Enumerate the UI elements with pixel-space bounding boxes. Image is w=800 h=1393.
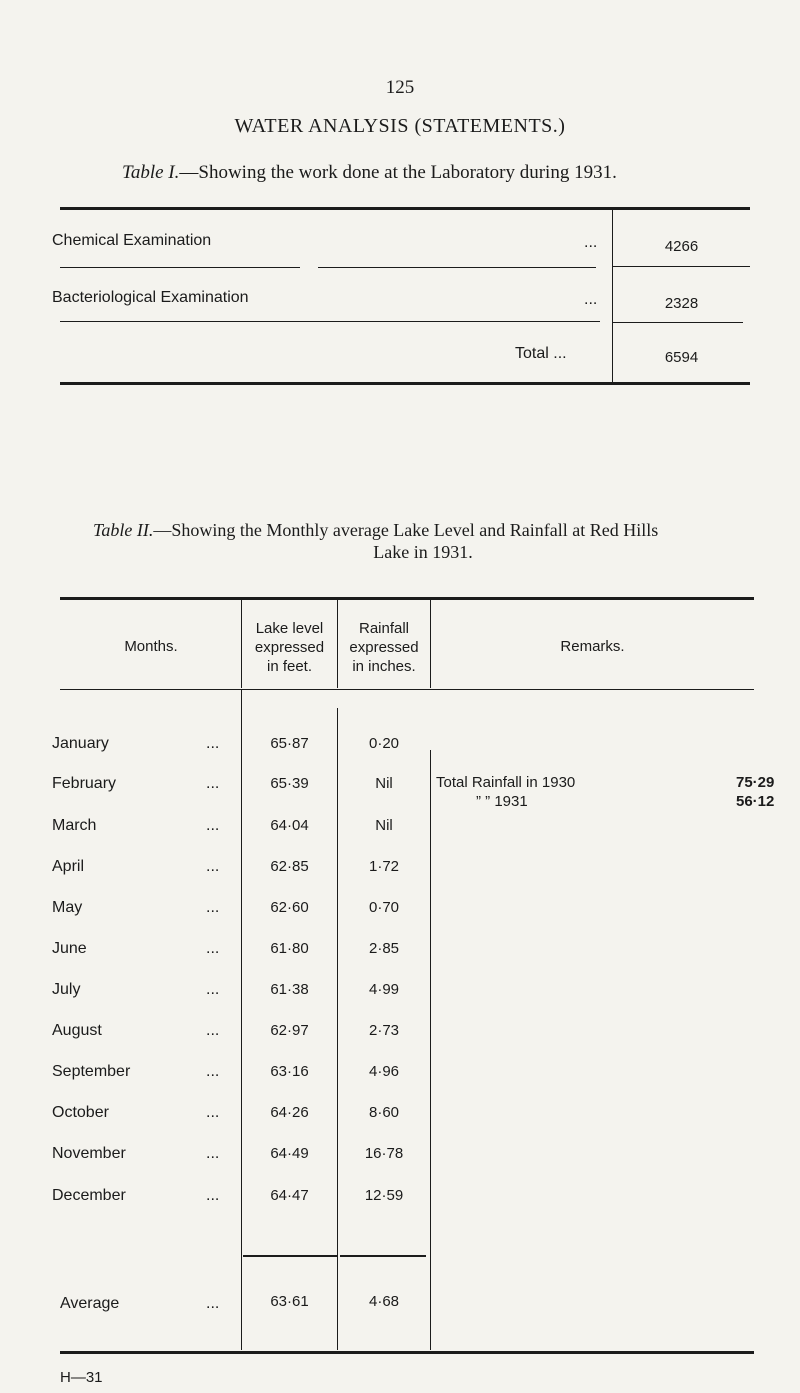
table1-row-label: Bacteriological Examination <box>52 289 249 306</box>
rainfall-value: 2·85 <box>368 940 400 957</box>
lake-level-value: 65·39 <box>270 775 309 792</box>
rainfall-value: 1·72 <box>368 858 400 875</box>
remark-text: Total Rainfall in 1930 <box>436 774 576 791</box>
lake-level-value: 62·97 <box>270 1022 309 1039</box>
lake-level-value: 64·49 <box>270 1145 309 1162</box>
table1-row-rule <box>60 267 300 268</box>
table2-caption-line1: —Showing the Monthly average Lake Level and Rainfall at Red Hills <box>153 520 659 540</box>
remark-value: 75·29 <box>736 774 775 791</box>
average-rule <box>340 1255 426 1257</box>
header-lake-level-line: expressed <box>254 639 325 656</box>
remark-value: 56·12 <box>736 793 775 810</box>
row-dots: ... <box>206 1187 220 1204</box>
lake-level-value: 64·04 <box>270 817 309 834</box>
lake-level-value: 62·85 <box>270 858 309 875</box>
table1-row-dots: ... <box>584 234 598 251</box>
table2-caption-label: Table II. <box>93 520 154 540</box>
average-rule <box>243 1255 337 1257</box>
rainfall-value: Nil <box>375 817 393 834</box>
month-label: May <box>52 899 83 916</box>
header-rainfall-line: Rainfall <box>358 620 410 637</box>
month-label: January <box>52 735 109 752</box>
row-dots: ... <box>206 858 220 875</box>
month-label: September <box>52 1063 131 1080</box>
rainfall-value: 4·99 <box>368 981 400 998</box>
table1-top-rule <box>60 207 750 210</box>
header-divider <box>430 600 431 688</box>
rainfall-value: 0·20 <box>368 735 400 752</box>
row-dots: ... <box>206 899 220 916</box>
page-number: 125 <box>385 77 415 98</box>
month-label: July <box>52 981 81 998</box>
average-dots: ... <box>206 1295 220 1312</box>
rainfall-value: 2·73 <box>368 1022 400 1039</box>
header-months: Months. <box>124 638 178 655</box>
table2-bottom-rule <box>60 1351 754 1354</box>
row-dots: ... <box>206 735 220 752</box>
average-label: Average <box>60 1295 120 1312</box>
month-label: February <box>52 775 117 792</box>
header-bottom-rule <box>60 689 754 690</box>
month-label: March <box>52 817 97 834</box>
row-dots: ... <box>206 775 220 792</box>
header-remarks: Remarks. <box>560 638 625 655</box>
header-divider <box>337 600 338 688</box>
lake-level-value: 64·26 <box>270 1104 309 1121</box>
table1-row-dots: ... <box>584 291 598 308</box>
remark-text: ” ” 1931 <box>476 793 528 810</box>
table1-total-value: 6594 <box>664 349 699 366</box>
table1-total-label: Total ... <box>515 345 567 362</box>
table1-caption <box>122 162 617 184</box>
table2-caption <box>93 519 753 563</box>
month-label: April <box>52 858 85 875</box>
row-dots: ... <box>206 1063 220 1080</box>
lake-level-value: 61·38 <box>270 981 309 998</box>
lake-level-value: 65·87 <box>270 735 309 752</box>
table1-caption-text: —Showing the work done at the Laboratory during 1931. <box>179 162 617 183</box>
average-rainfall: 4·68 <box>368 1293 400 1310</box>
table2-top-rule <box>60 597 754 600</box>
row-dots: ... <box>206 1145 220 1162</box>
row-dots: ... <box>206 817 220 834</box>
month-label: November <box>52 1145 126 1162</box>
rainfall-value: 0·70 <box>368 899 400 916</box>
rainfall-value: 16·78 <box>364 1145 404 1162</box>
lake-level-value: 63·16 <box>270 1063 309 1080</box>
rainfall-value: 12·59 <box>364 1187 404 1204</box>
lake-level-value: 61·80 <box>270 940 309 957</box>
lake-level-value: 62·60 <box>270 899 309 916</box>
month-label: August <box>52 1022 102 1039</box>
table1-caption-label: Table I. <box>122 162 180 183</box>
table2-caption-line2: Lake in 1931. <box>373 542 473 562</box>
lake-level-value: 64·47 <box>270 1187 309 1204</box>
row-dots: ... <box>206 940 220 957</box>
body-divider <box>430 750 431 1350</box>
header-lake-level <box>242 619 337 676</box>
row-dots: ... <box>206 1022 220 1039</box>
rainfall-value: 4·96 <box>368 1063 400 1080</box>
header-rainfall-line: expressed <box>349 639 419 656</box>
month-label: December <box>52 1187 126 1204</box>
table1-row-rule <box>60 321 600 322</box>
header-lake-level-line: Lake level <box>255 620 324 637</box>
header-divider <box>241 600 242 688</box>
rainfall-value: 8·60 <box>368 1104 400 1121</box>
average-lake-level: 63·61 <box>270 1293 309 1310</box>
rainfall-value: Nil <box>375 775 393 792</box>
month-label: June <box>52 940 87 957</box>
footer-signature: H—31 <box>60 1369 103 1386</box>
table1-row-rule <box>318 267 596 268</box>
table1-row-label: Chemical Examination <box>52 232 212 249</box>
table1-row-value: 4266 <box>664 238 699 255</box>
table1-row-rule <box>613 322 743 323</box>
page-title: WATER ANALYSIS (STATEMENTS.) <box>234 115 566 137</box>
header-lake-level-line: in feet. <box>266 658 313 675</box>
row-dots: ... <box>206 1104 220 1121</box>
table1-bottom-rule <box>60 382 750 385</box>
table1-row-rule <box>613 266 750 267</box>
table1-row-value: 2328 <box>664 295 699 312</box>
month-label: October <box>52 1104 109 1121</box>
header-rainfall-line: in inches. <box>352 658 416 675</box>
row-dots: ... <box>206 981 220 998</box>
header-rainfall <box>338 619 430 676</box>
